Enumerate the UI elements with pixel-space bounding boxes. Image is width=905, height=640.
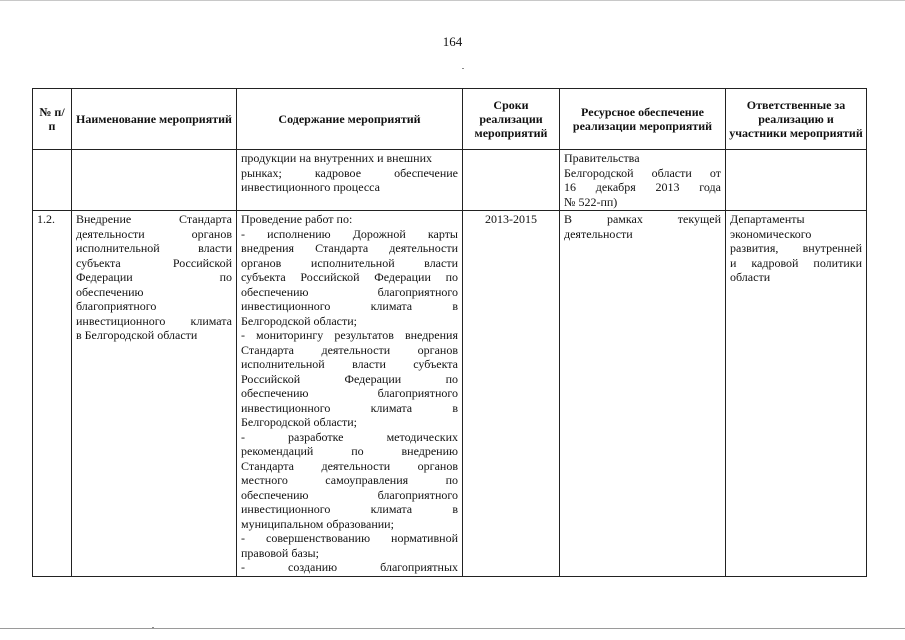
content-line: - созданию благоприятных [241, 560, 458, 574]
cell-responsible [726, 211, 867, 577]
table-row-1-2 [33, 211, 867, 577]
responsible-line: и кадровой политики [730, 255, 862, 270]
responsible-line: развития, внутренней [730, 241, 862, 255]
header-name: Наименование мероприятий [72, 89, 237, 150]
content-line: рекомендаций по внедрению [241, 444, 458, 458]
cell-number: 1.2. [33, 211, 72, 577]
scan-speck [462, 68, 464, 69]
content-line: субъекта Российской Федерации по [241, 270, 458, 284]
responsible-line: области [730, 270, 771, 284]
content-line: Стандарта деятельности органов [241, 342, 458, 357]
cell-content-continuation [237, 150, 463, 211]
responsible-line: Департаменты [730, 212, 805, 226]
resources-line: Правительства [564, 151, 640, 165]
header-responsible: Ответственные за реализацию и участники мероприятий [726, 89, 867, 150]
content-line: Стандарта деятельности органов [241, 458, 458, 473]
cell-terms-empty [463, 150, 560, 211]
name-line: Внедрение Стандарта [76, 212, 232, 226]
content-line: - мониторингу результатов внедрения [241, 328, 458, 342]
content-line: внедрения Стандарта деятельности [241, 241, 458, 255]
header-content: Содержание мероприятий [237, 89, 463, 150]
header-number: № п/п [33, 89, 72, 150]
name-line: исполнительной власти [76, 241, 232, 255]
content-line: - разработке методических [241, 429, 458, 444]
header-resources: Ресурсное обеспечение реализации мероприятий [560, 89, 726, 150]
cell-number-empty [33, 150, 72, 211]
cell-responsible-empty [726, 150, 867, 211]
cell-terms: 2013-2015 [463, 211, 560, 577]
resources-line: 16 декабря 2013 года [564, 180, 721, 194]
page-number: 164 [442, 34, 463, 49]
cell-resources [560, 211, 726, 577]
cell-name [72, 211, 237, 577]
table-row-continuation [33, 150, 867, 211]
table-header-row [33, 89, 867, 150]
resources-line: деятельности [564, 226, 633, 241]
content-line: обеспечению благоприятного [241, 284, 458, 299]
responsible-line: экономического [730, 226, 812, 241]
content-line: органов исполнительной власти [241, 255, 458, 270]
bottom-edge-line [0, 628, 905, 629]
cell-content [237, 211, 463, 577]
content-line: Белгородской области; [241, 415, 358, 429]
content-line: инвестиционного процесса [241, 180, 380, 194]
content-line: инвестиционного климата в [241, 299, 458, 313]
name-line: обеспечению [76, 284, 144, 299]
name-line: в Белгородской области [76, 328, 198, 342]
content-line: инвестиционного климата в [241, 502, 458, 516]
content-line: правовой базы; [241, 545, 319, 560]
content-line: Белгородской области; [241, 313, 358, 328]
resources-line: № 522-пп) [564, 194, 618, 209]
content-line: инвестиционного климата в [241, 400, 458, 415]
content-line: - совершенствованию нормативной [241, 531, 458, 545]
measures-table [32, 88, 867, 577]
content-line: муниципальном образовании; [241, 516, 394, 531]
name-line: субъекта Российской [76, 255, 232, 270]
content-line: рынках; кадровое обеспечение [241, 165, 458, 180]
content-line: Проведение работ по: [241, 212, 353, 226]
content-line: Российской Федерации по [241, 371, 458, 386]
name-line: деятельности органов [76, 226, 232, 241]
header-terms: Сроки реализации мероприятий [463, 89, 560, 150]
content-line: - исполнению Дорожной карты [241, 226, 458, 241]
name-line: благоприятного [76, 299, 157, 313]
content-line: обеспечению благоприятного [241, 386, 458, 400]
top-edge-line [0, 0, 905, 1]
name-line: инвестиционного климата [76, 313, 232, 328]
content-line: местного самоуправления по [241, 473, 458, 487]
resources-line: Белгородской области от [564, 165, 721, 180]
content-line: продукции на внутренних и внешних [241, 151, 433, 165]
content-line: исполнительной власти субъекта [241, 357, 458, 371]
cell-resources-continuation [560, 150, 726, 211]
cell-name-empty [72, 150, 237, 211]
resources-line: В рамках текущей [564, 212, 721, 226]
content-line: обеспечению благоприятного [241, 487, 458, 502]
name-line: Федерации по [76, 270, 232, 284]
